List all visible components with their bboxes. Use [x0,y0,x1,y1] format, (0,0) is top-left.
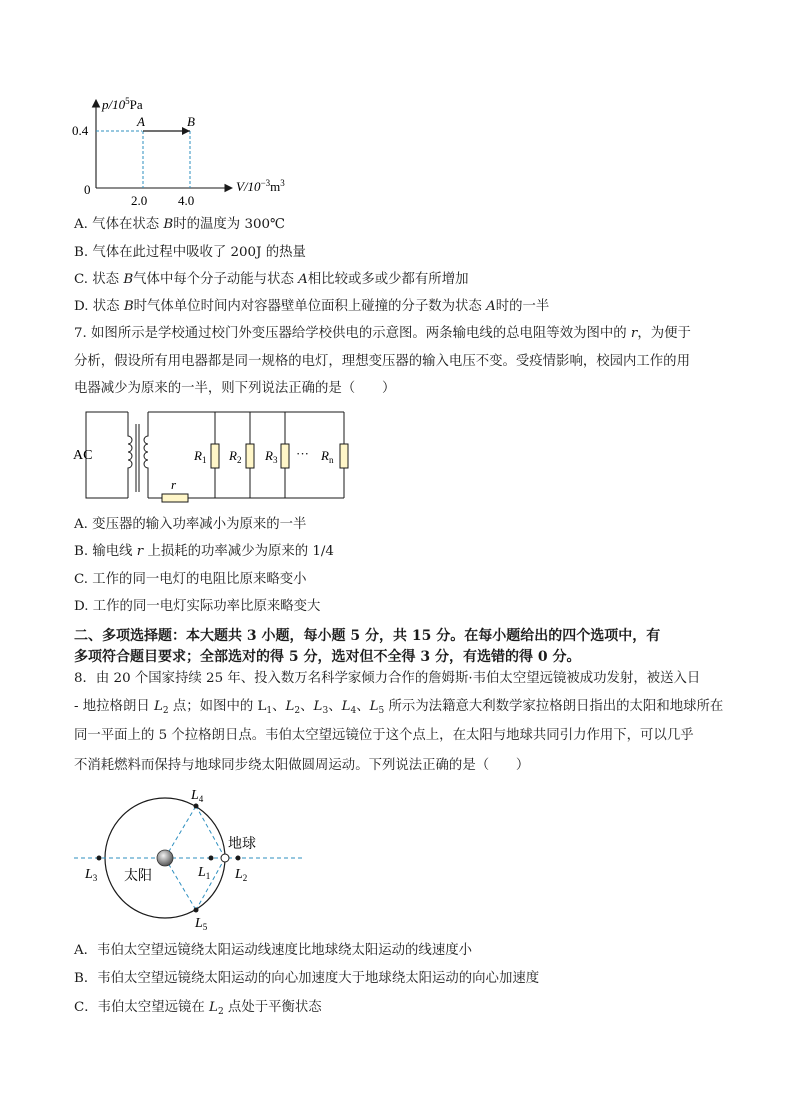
x-tick-2-0: 2.0 [131,193,148,208]
q8-option-c-prefix: C．韦伯太空望远镜在 [74,1000,210,1015]
earth [221,854,229,862]
pv-graph [70,88,320,213]
l2-label: $L_2$ [235,867,248,883]
q8-option-a[interactable]: A．韦伯太空望远镜绕太阳运动线速度比地球绕太阳运动的线速度小 [74,943,472,958]
q6-option-d-suffix: 时的一半 [495,299,550,314]
q8-stem-line1: 8．由 20 个国家持续 25 年、投入数万名科学家倾力合作的詹姆斯·韦伯太空望远镜被成功发射，被送入日 [74,671,701,686]
q8-option-c-var: L [209,1000,218,1015]
q8-stem-line2-l2-sub: 2 [162,706,169,716]
q8-list-sub-3: 3 [322,706,329,716]
q8-option-c-sub: 2 [217,1007,224,1017]
ellipsis-label: ··· [296,446,309,461]
resistor-r1 [211,444,219,468]
y-axis-label: $p/10^5Pa$ [102,96,143,112]
l4-label: $L_4$ [191,788,204,804]
q6-option-d-prefix: D. 状态 [74,299,124,314]
q7-stem-line1-a: 7. 如图所示是学校通过校门外变压器给学校供电的示意图。两条输电线的总电阻等效为图中的 [74,326,631,341]
q6-option-a-prefix: A. 气体在状态 [74,217,164,232]
earth-to-l4 [196,806,225,858]
q8-option-c-suffix: 点处于平衡状态 [223,1000,322,1015]
q6-option-c-var2: A [298,272,308,287]
q8-stem-line2-l2: L [154,699,163,714]
resistor-r2 [246,444,254,468]
q8-list-sub-4: 4 [350,706,357,716]
point-a-label: A [137,114,145,129]
q7-option-d[interactable]: D. 工作的同一电灯实际功率比原来略变大 [74,599,321,614]
y-tick-0-4: 0.4 [72,123,89,138]
q7-stem-line1-var: r [630,326,638,341]
r1-label: $R_1$ [194,448,207,465]
q6-option-d-var2: A [486,299,496,314]
sun-to-l5 [165,858,196,910]
q8-stem-line2: - 地拉格朗日 $L_2$ 点；如图中的 $L_1$、$L_2$、$L_3$、$L_4$、$L_5$ 所示为法籍意大利数学家拉格朗日指出的太阳和地球所在 [74,699,724,716]
q6-option-c-var1: B [123,272,134,287]
q6-option-a[interactable] [74,215,285,235]
q7-option-b-suffix: 上损耗的功率减少为原来的 1/4 [143,544,334,559]
point-l3 [97,856,102,861]
q8-list-sub-2: 2 [294,706,301,716]
q8-option-c[interactable] [74,998,322,1018]
r2-label: $R_2$ [229,448,242,465]
q6-option-c-suffix: 相比较或多或少都有所增加 [307,272,469,287]
rn-label: $R_n$ [321,448,334,465]
q7-option-b[interactable] [74,542,334,562]
point-l1 [209,856,214,861]
q6-option-d-var1: B [123,299,134,314]
q8-list-sub-1: 1 [266,706,273,716]
q6-option-d[interactable] [74,297,549,317]
q8-list-sub-5: 5 [378,706,385,716]
q7-option-c[interactable]: C. 工作的同一电灯的电阻比原来略变小 [74,572,307,587]
r-label: r [171,477,177,492]
sun [157,850,173,866]
sun-label: 太阳 [124,869,152,884]
sun-to-l4 [165,806,196,858]
q8-stem-line2-list-head: 点；如图中的 L [168,699,267,714]
q8-stem-line4: 不消耗燃料而保持与地球同步绕太阳做圆周运动。下列说法正确的是（ ） [74,758,530,773]
q8-stem-line2-c: 所示为法籍意大利数学家拉格朗日指出的太阳和地球所在 [384,699,724,714]
x-tick-4-0: 4.0 [178,193,195,208]
l5-label: $L_5$ [195,916,208,932]
q6-option-c-prefix: C. 状态 [74,272,124,287]
primary-coil [128,412,132,498]
resistor-r3 [281,444,289,468]
q7-option-b-var: r [136,544,144,559]
q6-option-b[interactable]: B. 气体在此过程中吸收了 200J 的热量 [74,245,306,260]
q8-option-b[interactable]: B．韦伯太空望远镜绕太阳运动的向心加速度大于地球绕太阳运动的向心加速度 [74,971,540,986]
q7-stem-line3: 电器减少为原来的一半，则下列说法正确的是（ ） [74,381,396,396]
resistor-r [162,494,188,502]
point-l2 [236,856,241,861]
resistor-rn [340,444,348,468]
q7-stem-line1 [74,324,691,344]
x-axis-label: $V/10^{-3}m^3$ [236,178,285,194]
q7-stem-line2: 分析，假设所有用电器都是同一规格的电灯，理想变压器的输入电压不变。受疫情影响，校园内工作的用 [74,354,690,369]
origin-label: 0 [84,182,91,197]
point-b-label: B [187,114,195,129]
q7-option-a[interactable]: A. 变压器的输入功率减小为原来的一半 [74,517,307,532]
q6-option-c-mid: 气体中每个分子动能与状态 [133,272,299,287]
q7-stem-line1-b: ，为便于 [637,326,691,341]
secondary-coil [144,412,148,498]
q6-option-a-var: B [163,217,174,232]
transformer-circuit [70,404,360,508]
point-l4 [194,804,199,809]
section2-heading-line2: 多项符合题目要求；全部选对的得 5 分，选对但不全得 3 分，有选错的得 0 分。 [74,649,581,665]
l3-label: $L_3$ [85,867,98,883]
r3-label: $R_3$ [265,448,278,465]
lagrange-diagram [70,784,310,934]
section2-heading-line1: 二、多项选择题：本大题共 3 小题，每小题 5 分，共 15 分。在每小题给出的四个选项中，有 [74,628,661,644]
q7-option-b-prefix: B. 输电线 [74,544,137,559]
l1-label: $L_1$ [198,865,211,881]
earth-label: 地球 [228,837,256,852]
q6-option-d-mid: 时气体单位时间内对容器壁单位面积上碰撞的分子数为状态 [133,299,487,314]
q6-option-a-suffix: 时的温度为 300℃ [173,217,285,232]
q6-option-c[interactable] [74,270,468,290]
q8-stem-line3: 同一平面上的 5 个拉格朗日点。韦伯太空望远镜位于这个点上，在太阳与地球共同引力作用下，可以几乎 [74,728,694,743]
point-l5 [194,908,199,913]
ac-label: AC [73,448,93,463]
q8-stem-line2-a: - 地拉格朗日 [74,699,154,714]
